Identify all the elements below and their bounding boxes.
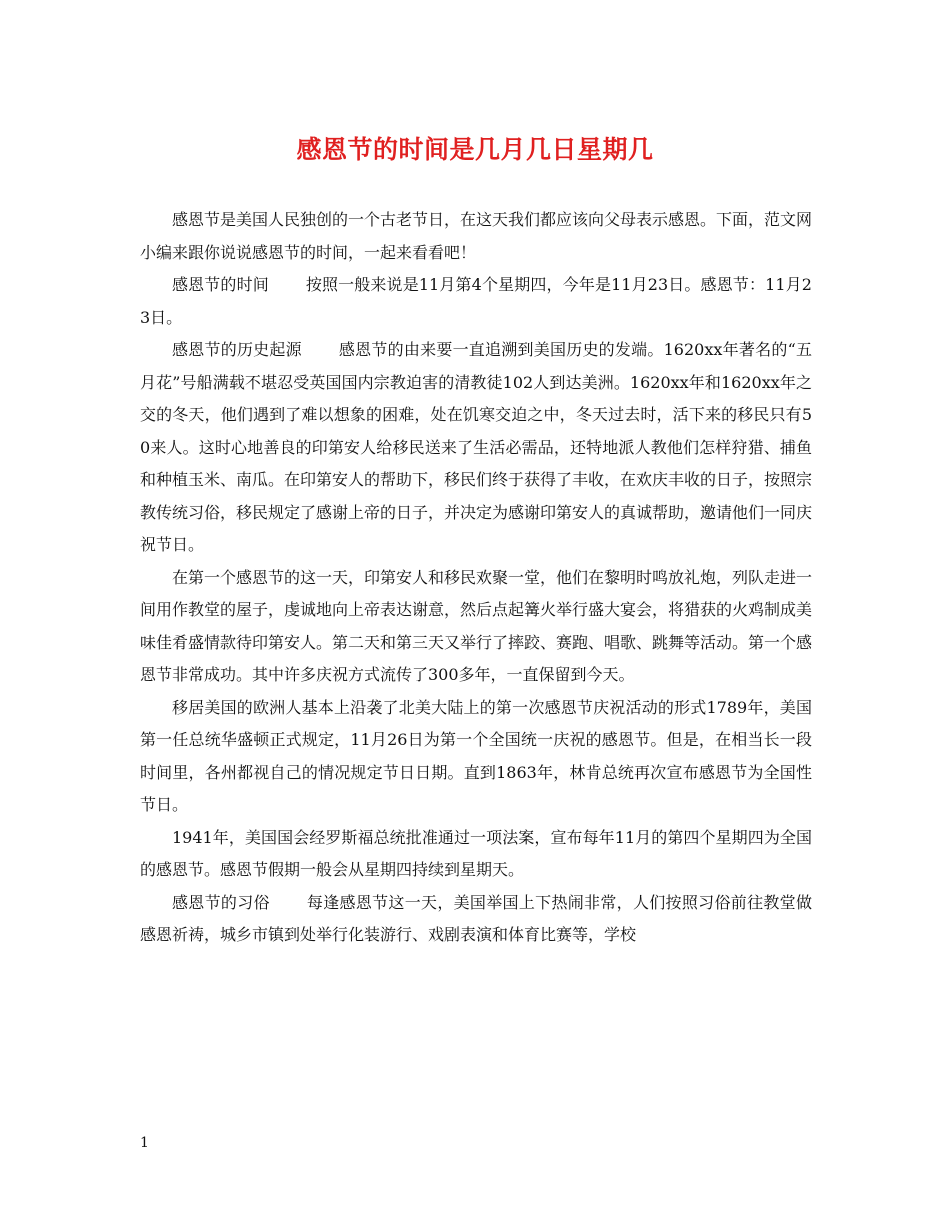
paragraph-text: 按照一般来说是11月第4个星期四，今年是11月23日。感恩节：11月23日。 (140, 275, 812, 327)
paragraph-first-thanksgiving (140, 562, 812, 692)
paragraph-text: 感恩节的由来要一直追溯到美国历史的发端。1620xx年著名的“五月花”号船满载不堪忍受英国国内宗教迫害的清教徒102人到达美洲。1620xx年和1620xx年之交的冬天，他们遇到了难以想象的困难，处在饥寒交迫之中，冬天过去时，活下来的移民只有50来人。这时心地善良的印第安人给移民送来了生活必需品，还特地派人教他们怎样狩猎、捕鱼和种植玉米、南瓜。在印第安人的帮助下，移民们终于获得了丰收，在欢庆丰收的日子，按照宗教传统习俗，移民规定了感谢上帝的日子，并决定为感谢印第安人的真诚帮助，邀请他们一同庆祝节日。 (140, 340, 813, 554)
paragraph-text: 每逢感恩节这一天，美国举国上下热闹非常，人们按照习俗前往教堂做感恩祈祷，城乡市镇到处举行化装游行、戏剧表演和体育比赛等，学校 (140, 892, 812, 944)
section-heading-origin: 感恩节的历史起源 (172, 340, 302, 359)
paragraph-text: 在第一个感恩节的这一天，印第安人和移民欢聚一堂，他们在黎明时鸣放礼炮，列队走进一间用作教堂的屋子，虔诚地向上帝表达谢意，然后点起篝火举行盛大宴会，将猎获的火鸡制成美味佳肴盛情款待印第安人。第二天和第三天又举行了摔跤、赛跑、唱歌、跳舞等活动。第一个感恩节非常成功。其中许多庆祝方式流传了300多年，一直保留到今天。 (140, 567, 813, 684)
paragraph-origin (140, 334, 812, 562)
paragraph-1941 (140, 822, 812, 887)
section-heading-customs: 感恩节的习俗 (172, 892, 270, 912)
paragraph-customs (140, 887, 812, 952)
section-heading-time: 感恩节的时间 (172, 275, 269, 294)
paragraph-time (140, 269, 812, 334)
document-body (140, 204, 812, 952)
document-title: 感恩节的时间是几月几日星期几 (296, 135, 654, 164)
paragraph-text: 1941年，美国国会经罗斯福总统批准通过一项法案，宣布每年11月的第四个星期四为全国的感恩节。感恩节假期一般会从星期四持续到星期天。 (140, 827, 812, 879)
paragraph-intro (140, 204, 812, 269)
paragraph-text: 感恩节是美国人民独创的一个古老节日，在这天我们都应该向父母表示感恩。下面，范文网小编来跟你说说感恩节的时间，一起来看看吧！ (140, 210, 813, 262)
paragraph-history (140, 692, 812, 822)
paragraph-text: 移居美国的欧洲人基本上沿袭了北美大陆上的第一次感恩节庆祝活动的形式1789年，美国第一任总统华盛顿正式规定，11月26日为第一个全国统一庆祝的感恩节。但是，在相当长一段时间里，各州都视自己的情况规定节日日期。直到1863年，林肯总统再次宣布感恩节为全国性节日。 (140, 697, 812, 814)
page-number: 1 (140, 1135, 149, 1151)
